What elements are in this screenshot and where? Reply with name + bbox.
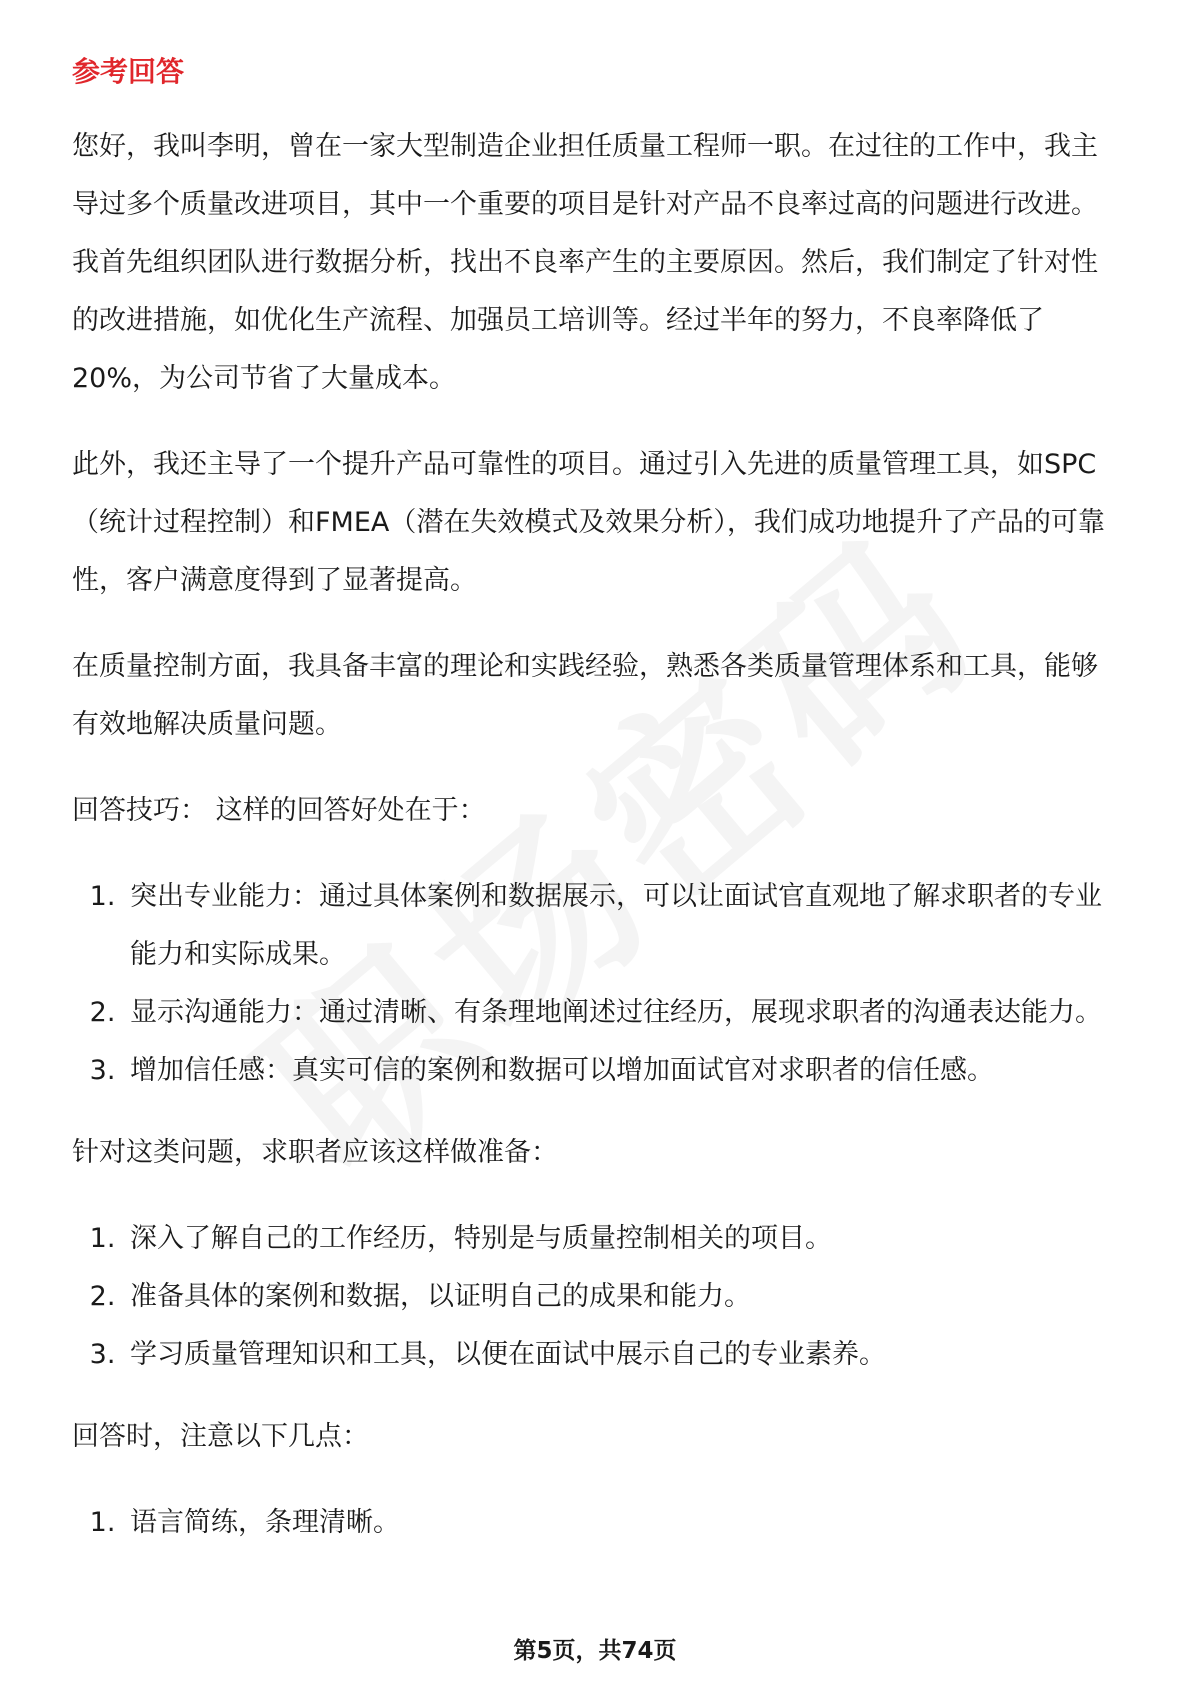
paragraph-intro: 您好，我叫李明，曾在一家大型制造企业担任质量工程师一职。在过往的工作中，我主导过多个质量改进项目，其中一个重要的项目是针对产品不良率过高的问题进行改进。我首先组织团队进行数据分析，找出不良率产生的主要原因。然后，我们制定了针对性的改进措施，如优化生产流程、加强员工培训等。经过半年的努力，不良率降低了20%，为公司节省了大量成本。 [72, 131, 1098, 394]
list-item: 1. 深入了解自己的工作经历，特别是与质量控制相关的项目。 [124, 1210, 1122, 1268]
prep-list [72, 1210, 1122, 1384]
answer-content [72, 118, 1122, 1576]
notes-list [72, 1494, 1122, 1552]
notes-intro: 回答时，注意以下几点： [72, 1421, 369, 1452]
list-item: 1. 语言简练，条理清晰。 [124, 1494, 1122, 1552]
tips-intro: 回答技巧： 这样的回答好处在于： [72, 795, 486, 826]
list-item: 2. 准备具体的案例和数据，以证明自己的成果和能力。 [124, 1268, 1122, 1326]
list-item: 1. 突出专业能力：通过具体案例和数据展示，可以让面试官直观地了解求职者的专业能力和实际成果。 [124, 868, 1122, 984]
paragraph-quality-control: 在质量控制方面，我具备丰富的理论和实践经验，熟悉各类质量管理体系和工具，能够有效地解决质量问题。 [72, 651, 1098, 740]
page-number: 第5页，共74页 [513, 1638, 677, 1664]
paragraph-reliability: 此外，我还主导了一个提升产品可靠性的项目。通过引入先进的质量管理工具，如SPC（统计过程控制）和FMEA（潜在失效模式及效果分析），我们成功地提升了产品的可靠性，客户满意度得到了显著提高。 [72, 449, 1105, 596]
section-heading: 参考回答 [72, 55, 185, 88]
tips-list [72, 868, 1122, 1100]
list-item: 3. 学习质量管理知识和工具，以便在面试中展示自己的专业素养。 [124, 1326, 1122, 1384]
list-item: 2. 显示沟通能力：通过清晰、有条理地阐述过往经历，展现求职者的沟通表达能力。 [124, 984, 1122, 1042]
prep-intro: 针对这类问题，求职者应该这样做准备： [72, 1137, 558, 1168]
list-item: 3. 增加信任感：真实可信的案例和数据可以增加面试官对求职者的信任感。 [124, 1042, 1122, 1100]
